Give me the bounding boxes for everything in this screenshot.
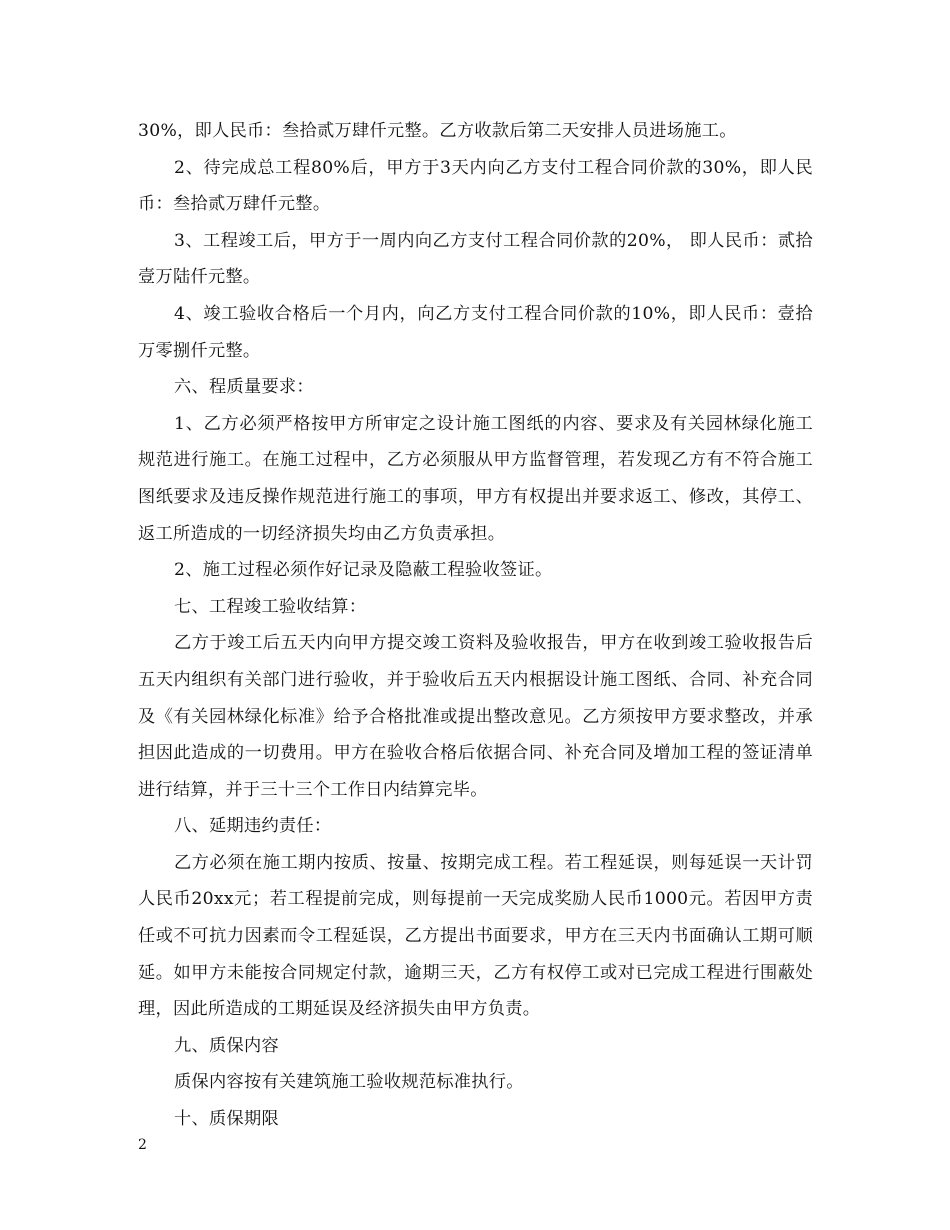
paragraph: 4、竣工验收合格后一个月内，向乙方支付工程合同价款的10%，即人民币：壹拾万零捌仟元整。 (138, 303, 813, 361)
section-heading: 八、延期违约责任： (174, 816, 332, 837)
paragraph: 3、工程竣工后，甲方于一周内向乙方支付工程合同价款的20%， 即人民币：贰拾壹万陆仟元整。 (138, 230, 813, 288)
section-heading: 九、质保内容 (174, 1035, 279, 1056)
paragraph: 2、施工过程必须作好记录及隐蔽工程验收签证。 (174, 560, 553, 581)
section-heading: 六、程质量要求： (174, 377, 314, 398)
document-body (138, 113, 813, 1138)
section-heading: 十、质保期限 (174, 1109, 279, 1130)
paragraph: 质保内容按有关建筑施工验收规范标准执行。 (174, 1072, 524, 1093)
paragraph: 1、乙方必须严格按甲方所审定之设计施工图纸的内容、要求及有关园林绿化施工规范进行施工。在施工过程中，乙方必须服从甲方监督管理，若发现乙方有不符合施工图纸要求及违反操作规范进行施工的事项，甲方有权提出并要求返工、修改，其停工、返工所造成的一切经济损失均由乙方负责承担。 (138, 413, 813, 544)
paragraph: 乙方于竣工后五天内向甲方提交竣工资料及验收报告，甲方在收到竣工验收报告后五天内组织有关部门进行验收，并于验收后五天内根据设计施工图纸、合同、补充合同及《有关园林绿化标准》给予合格批准或提出整改意见。乙方须按甲方要求整改，并承担因此造成的一切费用。甲方在验收合格后依据合同、补充合同及增加工程的签证清单进行结算，并于三十三个工作日内结算完毕。 (138, 633, 813, 800)
section-heading: 七、工程竣工验收结算： (174, 596, 367, 617)
paragraph: 乙方必须在施工期内按质、按量、按期完成工程。若工程延误，则每延误一天计罚人民币20xx元；若工程提前完成，则每提前一天完成奖励人民币1000元。若因甲方责任或不可抗力因素而令工程延误，乙方提出书面要求，甲方在三天内书面确认工期可顺延。如甲方未能按合同规定付款，逾期三天，乙方有权停工或对已完成工程进行围蔽处理，因此所造成的工期延误及经济损失由甲方负责。 (138, 852, 813, 1020)
paragraph: 2、待完成总工程80%后，甲方于3天内向乙方支付工程合同价款的30%，即人民币：叁拾贰万肆仟元整。 (138, 157, 813, 215)
page-number: 2 (138, 1137, 147, 1153)
paragraph: 30%，即人民币：叁拾贰万肆仟元整。乙方收款后第二天安排人员进场施工。 (138, 121, 737, 141)
